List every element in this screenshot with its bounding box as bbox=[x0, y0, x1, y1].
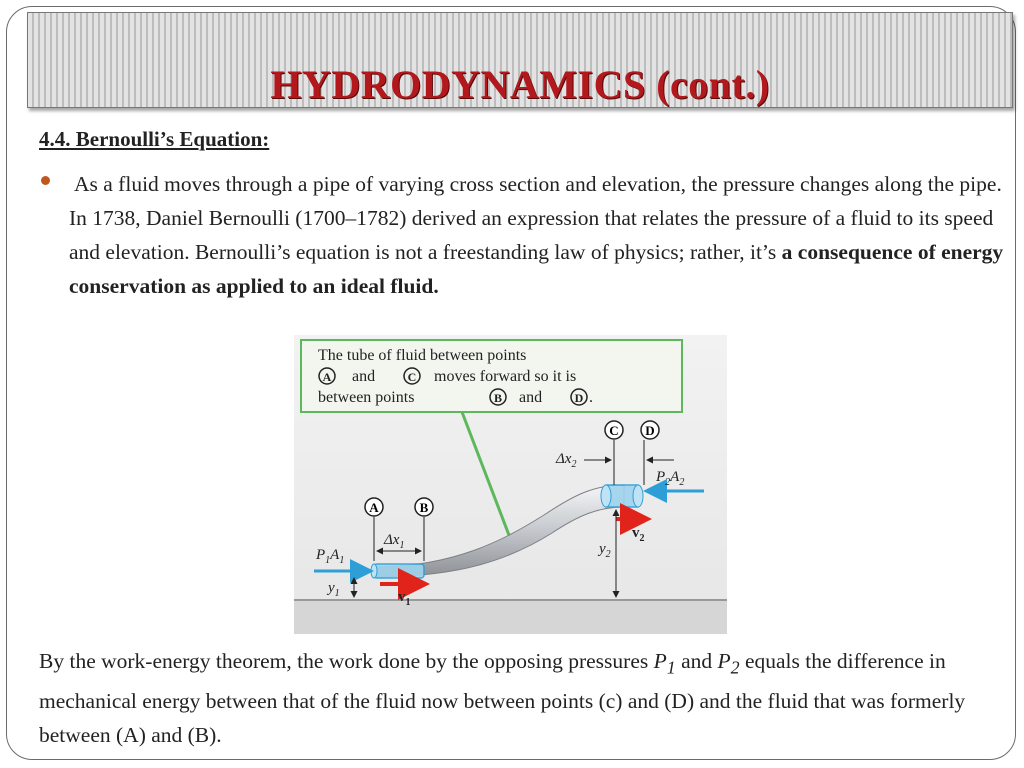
bottom-text-2: equals the difference in mechanical energy between that of the fluid now between points (c) and (D) and the fluid that was formerly between (A) and (B). bbox=[39, 649, 966, 748]
bullet-text: As a fluid moves through a pipe of varying cross section and elevation, the pressure changes along the pipe. In 1738, Daniel Bernoulli (1700–1782) derived an expression that relates the pressure of a fluid to its speed and elevation. Bernoulli’s equation is not a freestanding law of physics; rather, it’s bbox=[69, 172, 1002, 264]
callout-label-a: A bbox=[322, 370, 332, 384]
callout-and-2: and bbox=[519, 389, 543, 406]
callout-line-3: between points bbox=[318, 389, 415, 406]
dx1-label: $\Delta x_1$ bbox=[384, 532, 405, 551]
callout-line-2-rest: moves forward so it is bbox=[434, 368, 577, 385]
title-banner bbox=[27, 12, 1013, 108]
bernoulli-figure bbox=[294, 335, 727, 634]
force-p1a1-label: $P_1A_1$ bbox=[316, 547, 345, 566]
y1-label: $y_1$ bbox=[328, 580, 340, 599]
v2-label: $v_2$ bbox=[632, 525, 645, 544]
p1-symbol: $P_1$ bbox=[653, 649, 676, 678]
point-d-label: D bbox=[645, 423, 655, 438]
dx2-label: $\Delta x_2$ bbox=[556, 451, 577, 470]
bottom-text-1: By the work-energy theorem, the work done by the opposing pressures bbox=[39, 649, 654, 673]
bullet-paragraph bbox=[69, 167, 1004, 303]
callout-period: . bbox=[589, 389, 593, 406]
v1-label: $v_1$ bbox=[398, 589, 411, 608]
point-a-label: A bbox=[369, 500, 379, 515]
force-p2a2-label: $P_2A_2$ bbox=[656, 469, 685, 488]
callout-label-c: C bbox=[407, 370, 417, 384]
point-b-label: B bbox=[419, 500, 429, 515]
callout-label-b: B bbox=[493, 391, 503, 405]
slide-title: HYDRODYNAMICS (cont.) bbox=[270, 62, 770, 107]
y2-label: $y_2$ bbox=[599, 541, 611, 560]
callout-line-1: The tube of fluid between points bbox=[318, 347, 527, 364]
bottom-and: and bbox=[675, 649, 718, 673]
callout-label-d: D bbox=[574, 391, 584, 405]
bottom-paragraph bbox=[39, 644, 1009, 752]
p2-symbol: $P_2$ bbox=[717, 649, 740, 678]
bullet-icon bbox=[41, 176, 50, 185]
bullet-bold-text: a consequence of energy conservation as applied to an ideal fluid. bbox=[69, 240, 1004, 298]
ground bbox=[294, 599, 727, 634]
callout-and-1: and bbox=[352, 368, 376, 385]
point-c-label: C bbox=[609, 423, 619, 438]
fluid-segment-left bbox=[374, 564, 424, 578]
section-heading: 4.4. Bernoulli’s Equation: bbox=[39, 127, 270, 151]
